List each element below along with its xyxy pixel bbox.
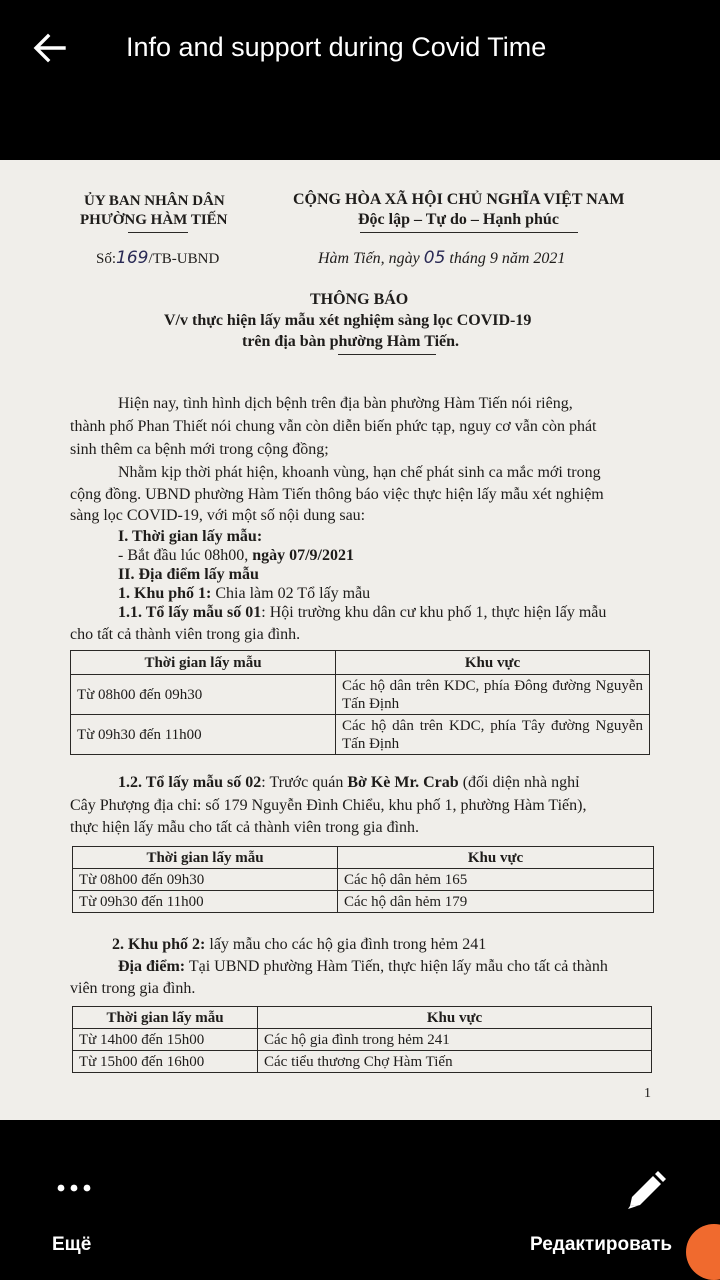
table-header-area: Khu vực — [338, 847, 654, 869]
table-header-row — [73, 1007, 652, 1029]
para1-line1: Hiện nay, tình hình dịch bệnh trên địa bàn phường Hàm Tiến nói riêng, — [118, 395, 573, 412]
back-button[interactable] — [30, 28, 70, 68]
table-cell-time: Từ 08h00 đến 09h30 — [73, 869, 338, 891]
more-button[interactable] — [52, 1168, 102, 1208]
more-label[interactable]: Ещё — [52, 1234, 92, 1255]
table-header-area: Khu vực — [258, 1007, 652, 1029]
document-page — [0, 160, 720, 1120]
edit-label[interactable]: Редактировать — [530, 1234, 673, 1255]
org-line2: PHƯỜNG HÀM TIẾN — [80, 212, 228, 228]
table-cell-area: Các tiểu thương Chợ Hàm Tiến — [258, 1051, 652, 1073]
nation-line1: CỘNG HÒA XÃ HỘI CHỦ NGHĨA VIỆT NAM — [293, 191, 625, 208]
table-row — [73, 869, 654, 891]
para2-line1: Nhằm kịp thời phát hiện, khoanh vùng, hạn chế phát sinh ca mắc mới trong — [118, 464, 601, 481]
table-header-time: Thời gian lấy mẫu — [73, 1007, 258, 1029]
table-cell-area: Các hộ dân hẻm 165 — [338, 869, 654, 891]
team1-line2: cho tất cả thành viên trong gia đình. — [70, 626, 301, 643]
org-line1: ỦY BAN NHÂN DÂN — [84, 193, 225, 209]
place-line1: Địa điểm: Tại UBND phường Hàm Tiến, thực hiện lấy mẫu cho tất cả thành — [118, 958, 608, 975]
table-cell-area: Các hộ dân trên KDC, phía Đông đường Nguyễn Tấn Định — [336, 675, 650, 715]
number-handwritten: 169 — [116, 248, 149, 268]
page-number: 1 — [644, 1086, 651, 1101]
document-heading: THÔNG BÁO — [310, 291, 409, 308]
edit-button[interactable] — [620, 1168, 670, 1214]
team2-line2: Cây Phượng địa chỉ: số 179 Nguyễn Đình Chiểu, khu phố 1, phường Hàm Tiến), — [70, 797, 587, 814]
kp2-line: 2. Khu phố 2: lấy mẫu cho các hộ gia đình trong hẻm 241 — [112, 936, 487, 953]
para1-line2: thành phố Phan Thiết nói chung vẫn còn diễn biến phức tạp, nguy cơ vẫn còn phát — [70, 418, 597, 435]
table-cell-time: Từ 09h30 đến 11h00 — [73, 891, 338, 913]
place-line2: viên trong gia đình. — [70, 980, 196, 997]
document-date: Hàm Tiến, ngày 05 tháng 9 năm 2021 — [318, 248, 566, 268]
nation-underline — [360, 232, 578, 233]
para2-line3: sàng lọc COVID-19, với một số nội dung sau: — [70, 507, 366, 524]
table-row — [71, 715, 650, 755]
table-cell-time: Từ 09h30 đến 11h00 — [71, 715, 336, 755]
team1-line1: 1.1. Tổ lấy mẫu số 01: Hội trường khu dân cư khu phố 1, thực hiện lấy mẫu — [118, 604, 607, 621]
date-handwritten: 05 — [423, 248, 446, 268]
table-header-area: Khu vực — [336, 651, 650, 675]
page-title: Info and support during Covid Time — [126, 32, 547, 62]
arrow-left-icon — [30, 28, 70, 68]
para1-line3: sinh thêm ca bệnh mới trong cộng đồng; — [70, 441, 329, 458]
bottom-bar — [0, 1120, 720, 1280]
para2-line2: cộng đồng. UBND phường Hàm Tiến thông báo việc thực hiện lấy mẫu xét nghiệm — [70, 486, 604, 503]
nation-line2: Độc lập – Tự do – Hạnh phúc — [358, 211, 559, 228]
table-header-time: Thời gian lấy mẫu — [71, 651, 336, 675]
more-dots-icon — [52, 1168, 102, 1208]
schedule-table-2 — [72, 846, 654, 913]
table-header-row — [73, 847, 654, 869]
table-cell-time: Từ 14h00 đến 15h00 — [73, 1029, 258, 1051]
top-bar — [0, 0, 720, 100]
table-cell-area: Các hộ dân hẻm 179 — [338, 891, 654, 913]
document-number: Số:169/TB-UBND — [96, 248, 220, 268]
kp1-line: 1. Khu phố 1: Chia làm 02 Tổ lấy mẫu — [118, 585, 371, 602]
pencil-icon — [620, 1168, 670, 1214]
document-photo — [0, 160, 720, 1120]
table-row — [73, 891, 654, 913]
team2-line1: 1.2. Tổ lấy mẫu số 02: Trước quán Bờ Kè Mr. Crab (đối diện nhà nghỉ — [118, 774, 580, 791]
table-row — [73, 1051, 652, 1073]
table-header-time: Thời gian lấy mẫu — [73, 847, 338, 869]
table-row — [73, 1029, 652, 1051]
table-cell-time: Từ 15h00 đến 16h00 — [73, 1051, 258, 1073]
org-underline — [128, 232, 188, 233]
subject-line2: trên địa bàn phường Hàm Tiến. — [242, 333, 460, 350]
section1-title: I. Thời gian lấy mẫu: — [118, 528, 263, 545]
table-cell-time: Từ 08h00 đến 09h30 — [71, 675, 336, 715]
subject-underline — [338, 354, 436, 355]
subject-line1: V/v thực hiện lấy mẫu xét nghiệm sàng lọc COVID-19 — [164, 312, 532, 329]
floating-badge[interactable] — [686, 1224, 720, 1280]
table-row — [71, 675, 650, 715]
section2-title: II. Địa điểm lấy mẫu — [118, 566, 259, 583]
table-cell-area: Các hộ dân trên KDC, phía Tây đường Nguyễn Tấn Định — [336, 715, 650, 755]
schedule-table-1 — [70, 650, 650, 755]
section1-item: - Bắt đầu lúc 08h00, ngày 07/9/2021 — [118, 547, 354, 564]
table-header-row — [71, 651, 650, 675]
schedule-table-3 — [72, 1006, 652, 1073]
team2-line3: thực hiện lấy mẫu cho tất cả thành viên trong gia đình. — [70, 819, 420, 836]
table-cell-area: Các hộ gia đình trong hẻm 241 — [258, 1029, 652, 1051]
